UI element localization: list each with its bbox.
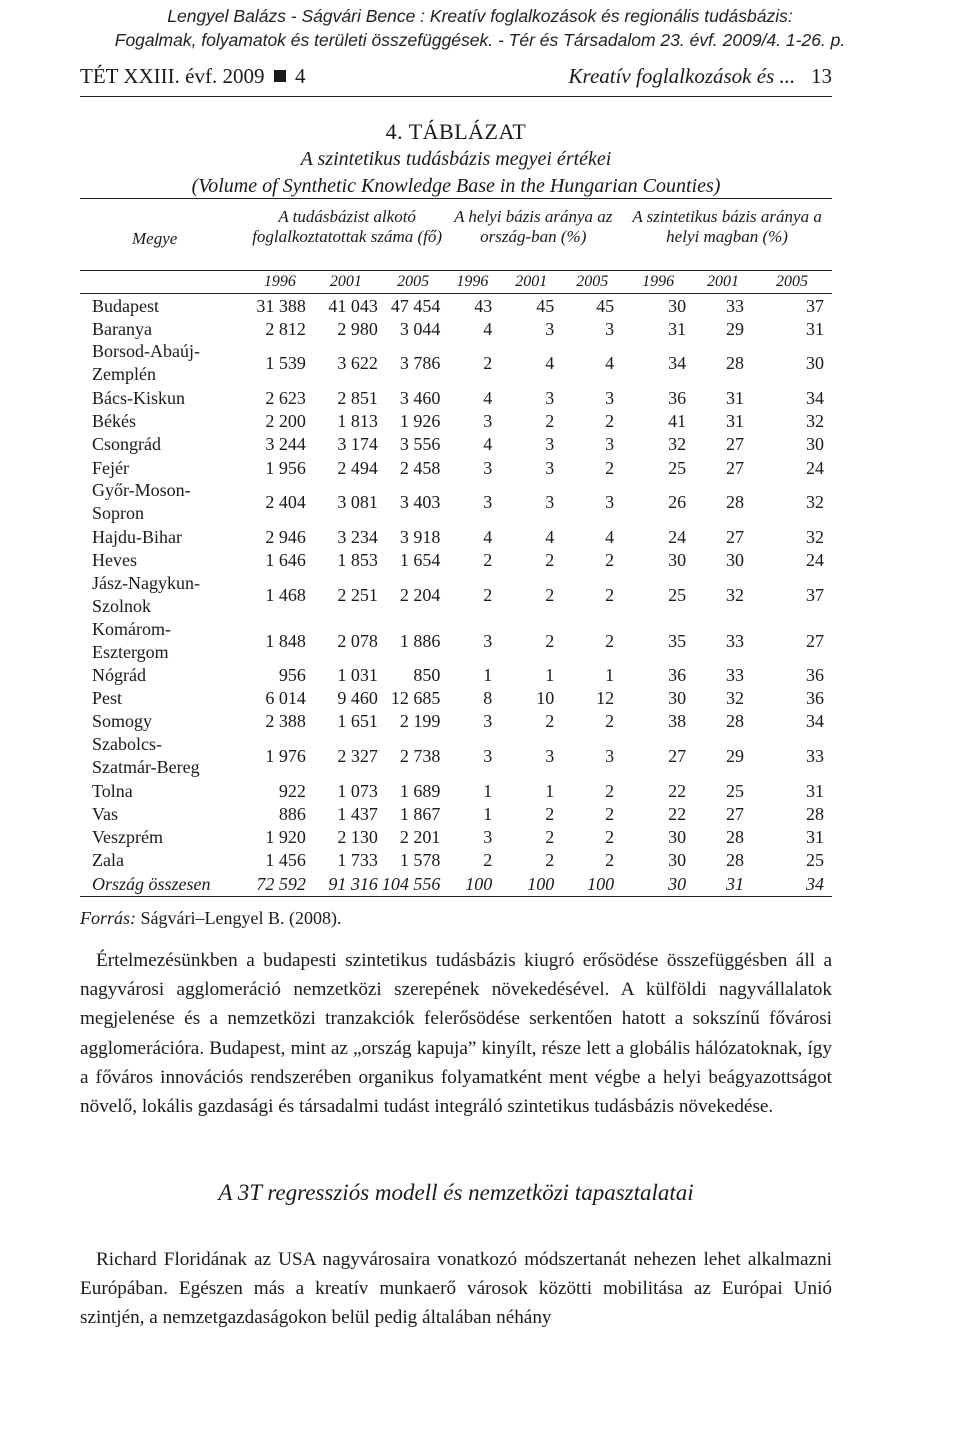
table-row — [80, 849, 832, 872]
table-cell: 36 — [806, 665, 824, 686]
table-cell: 4 — [483, 318, 493, 339]
table-cell: 1 456 — [265, 850, 306, 871]
table-cell: 1 — [605, 665, 615, 686]
table-cell: 2 — [605, 850, 615, 871]
table-total-row — [80, 872, 832, 897]
table-cell: 4 — [605, 353, 615, 374]
issue-number: 4 — [294, 64, 306, 88]
table-cell: 2 — [605, 549, 615, 570]
table-caption — [80, 118, 832, 200]
table-cell: 31 — [806, 318, 824, 339]
column-group-header: A szintetikus bázis aránya a helyi magban (%) — [622, 199, 832, 271]
county-name: Borsod-Abaúj-Zemplén — [92, 341, 200, 385]
table-source — [80, 908, 341, 929]
table-row — [80, 779, 832, 802]
table-row — [80, 733, 832, 779]
table-cell: 3 460 — [399, 387, 441, 408]
table-cell: 2 204 — [399, 584, 441, 605]
table-cell: 1 886 — [399, 630, 441, 651]
table-row — [80, 386, 832, 409]
table-cell: 32 — [806, 411, 824, 432]
table-cell: 30 — [622, 872, 694, 897]
table-cell: 2 812 — [265, 318, 306, 339]
table-cell: 3 — [545, 387, 555, 408]
table-row — [80, 433, 832, 456]
table-cell: 27 — [726, 457, 745, 478]
table-cell: 3 — [483, 711, 493, 732]
table-cell: 34 — [752, 872, 832, 897]
county-name: Komárom-Esztergom — [92, 618, 171, 662]
county-name: Vas — [92, 803, 118, 824]
county-name: Csongrád — [92, 434, 161, 455]
table-row — [80, 479, 832, 525]
table-cell: 43 — [474, 295, 493, 316]
table-cell: 6 014 — [265, 688, 306, 709]
table-cell: 1 920 — [265, 827, 306, 848]
table-cell: 37 — [806, 584, 824, 605]
table-cell: 3 — [483, 746, 493, 767]
table-cell: 2 201 — [399, 827, 441, 848]
table-cell: 1 654 — [399, 549, 441, 570]
table-cell: 1 853 — [337, 549, 378, 570]
table-row — [80, 525, 832, 548]
table-cell: 4 — [545, 526, 555, 547]
table-cell: 30 — [668, 688, 687, 709]
county-name: Nógrád — [92, 665, 146, 686]
table-cell: 3 — [545, 492, 555, 513]
county-name: Pest — [92, 688, 123, 709]
year-header: 2005 — [562, 271, 622, 294]
county-name: Győr-Moson-Sopron — [92, 480, 191, 524]
table-cell: 2 — [605, 803, 615, 824]
table-cell: 956 — [278, 665, 306, 686]
table-row — [80, 340, 832, 386]
table-cell: 2 388 — [265, 711, 306, 732]
table-cell: 36 — [806, 688, 824, 709]
table-cell: 2 458 — [399, 457, 441, 478]
table-cell: 1 926 — [399, 411, 441, 432]
table-cell: 2 404 — [265, 492, 306, 513]
journal-issue-label: TÉT XXIII. évf. 2009 — [80, 64, 265, 88]
table-number: 4. TÁBLÁZAT — [385, 119, 527, 144]
county-name: Szabolcs-Szatmár-Bereg — [92, 734, 200, 778]
table-cell: 3 — [483, 492, 493, 513]
table-cell: 3 — [605, 746, 615, 767]
table-row — [80, 687, 832, 710]
table-cell: 31 388 — [256, 295, 306, 316]
year-header: 2005 — [382, 271, 445, 294]
table-cell: 29 — [726, 746, 745, 767]
table-cell: 30 — [668, 295, 687, 316]
table-cell: 47 454 — [390, 295, 441, 316]
table-cell: 30 — [806, 434, 824, 455]
table-cell: 3 — [545, 746, 555, 767]
table-cell: 4 — [483, 434, 493, 455]
table-cell: 1 539 — [265, 353, 306, 374]
table-row — [80, 802, 832, 825]
table-cell: 3 556 — [399, 434, 441, 455]
table-cell: 30 — [668, 549, 687, 570]
table-cell: 2 — [545, 711, 555, 732]
table-cell: 3 — [483, 630, 493, 651]
year-header: 2001 — [694, 271, 752, 294]
year-header: 1996 — [250, 271, 310, 294]
table-cell: 1 651 — [337, 711, 378, 732]
table-cell: 25 — [806, 850, 824, 871]
table-cell: 28 — [726, 492, 745, 513]
county-name: Heves — [92, 549, 137, 570]
table-cell: 45 — [596, 295, 615, 316]
table-cell: 3 — [483, 411, 493, 432]
table-cell: 2 — [545, 630, 555, 651]
table-cell: 1 733 — [337, 850, 378, 871]
table-cell: 27 — [806, 630, 824, 651]
table-cell: 100 — [500, 872, 562, 897]
county-name: Veszprém — [92, 827, 163, 848]
table-cell: 3 786 — [399, 353, 441, 374]
table-row — [80, 294, 832, 318]
table-cell: 1 956 — [265, 457, 306, 478]
table-cell: 2 494 — [337, 457, 378, 478]
citation-line-1: Lengyel Balázs - Ságvári Bence : Kreatív foglalkozások és regionális tudásbázis: — [167, 6, 793, 26]
table-body — [80, 294, 832, 897]
table-cell: 22 — [668, 780, 687, 801]
table-cell: 2 078 — [337, 630, 378, 651]
table-cell: 1 848 — [265, 630, 306, 651]
table-cell: 3 622 — [337, 353, 378, 374]
year-header: 2001 — [310, 271, 382, 294]
running-head-left — [80, 64, 305, 89]
column-group-header: A tudásbázist alkotó foglalkoztatottak száma (fő) — [250, 199, 444, 271]
table-row — [80, 618, 832, 664]
table-cell: 2 — [605, 584, 615, 605]
table-cell: 2 — [545, 549, 555, 570]
table-cell: 1 813 — [337, 411, 378, 432]
citation-header — [0, 4, 960, 52]
table-cell: 32 — [726, 584, 745, 605]
table-cell: 2 — [545, 584, 555, 605]
table-cell: 30 — [668, 827, 687, 848]
table-cell: 3 918 — [399, 526, 441, 547]
table-cell: 36 — [668, 665, 687, 686]
table-cell: 28 — [726, 711, 745, 732]
table-cell: 28 — [726, 850, 745, 871]
table-cell: 31 — [726, 411, 745, 432]
table-title-english: (Volume of Synthetic Knowledge Base in the Hungarian Counties) — [191, 175, 721, 197]
year-header: 2001 — [500, 271, 562, 294]
table-cell: 850 — [413, 665, 441, 686]
table-cell: 3 044 — [399, 318, 441, 339]
table-cell: 41 — [668, 411, 687, 432]
running-head — [80, 62, 832, 97]
table-cell: 28 — [726, 353, 745, 374]
county-name: Hajdu-Bihar — [92, 526, 182, 547]
table-cell: 36 — [668, 387, 687, 408]
table-cell: 104 556 — [382, 872, 445, 897]
table-cell: 2 — [483, 353, 493, 374]
table-cell: 100 — [562, 872, 622, 897]
county-name: Jász-Nagykun-Szolnok — [92, 572, 200, 616]
table-cell: 3 234 — [337, 526, 378, 547]
table-row — [80, 825, 832, 848]
county-name: Zala — [92, 850, 124, 871]
table-cell: 91 316 — [310, 872, 382, 897]
county-name: Tolna — [92, 780, 133, 801]
table-cell: 1 — [483, 780, 493, 801]
table-cell: 3 — [605, 318, 615, 339]
table-cell: 25 — [668, 457, 687, 478]
table-cell: 886 — [278, 803, 306, 824]
table-cell: 2 — [605, 827, 615, 848]
table-cell: 31 — [726, 387, 745, 408]
table-cell: 30 — [726, 549, 745, 570]
table-cell: 3 — [483, 827, 493, 848]
table-cell: 24 — [806, 457, 824, 478]
table-cell: 31 — [806, 827, 824, 848]
column-group-header: A helyi bázis aránya az ország-ban (%) — [444, 199, 622, 271]
body-paragraph: Értelmezésünkben a budapesti szintetikus tudásbázis kiugró erősödése összefüggésben áll a nagyvárosi agglomeráció nemzetközi szerepének növekedésével. A külföldi nagyvállalatok megjelenése és a nemzetközi tranzakciók felerősödése serkentően hatott a sokszínű fővárosi agglomerációra. Budapest, mint az „ország kapuja” kinyílt, része lett a globális hálózatoknak, így a főváros innovációs rendszerében organikus folyamatként ment végbe a helyi beágyazottságot növelő, lokális gazdasági és társadalmi tudást integráló szintetikus tudásbázis növekedése. — [80, 950, 832, 1118]
table-cell: 3 403 — [399, 492, 441, 513]
table-cell: 32 — [726, 688, 745, 709]
table-cell: 28 — [806, 803, 824, 824]
table-cell: 41 043 — [328, 295, 378, 316]
table-cell: 25 — [668, 584, 687, 605]
table-cell: 24 — [668, 526, 687, 547]
table-cell: 27 — [668, 746, 687, 767]
year-header: 1996 — [622, 271, 694, 294]
table-cell: 29 — [726, 318, 745, 339]
table-cell: 2 946 — [265, 526, 306, 547]
table-cell: 3 — [605, 434, 615, 455]
county-name: Fejér — [92, 457, 129, 478]
table-cell: 3 — [483, 457, 493, 478]
year-header: 1996 — [444, 271, 500, 294]
table-cell: 22 — [668, 803, 687, 824]
county-name: Baranya — [92, 318, 152, 339]
table-cell: 12 685 — [390, 688, 441, 709]
table-cell: 3 244 — [265, 434, 306, 455]
table-cell: 1 073 — [337, 780, 378, 801]
table-cell: 10 — [536, 688, 555, 709]
table-cell: 1 646 — [265, 549, 306, 570]
column-header-megye: Megye — [80, 199, 250, 271]
table-cell: 1 — [545, 780, 555, 801]
table-cell: 31 — [694, 872, 752, 897]
table-cell: 1 437 — [337, 803, 378, 824]
page-number: 13 — [811, 64, 832, 88]
table-row — [80, 572, 832, 618]
table-cell: 2 — [483, 850, 493, 871]
table-cell: 31 — [806, 780, 824, 801]
table-cell: 12 — [596, 688, 615, 709]
table-cell: 1 578 — [399, 850, 441, 871]
table-cell: 37 — [806, 295, 824, 316]
table-cell: 2 327 — [337, 746, 378, 767]
county-knowledge-base-table — [80, 198, 832, 897]
county-name: Bács-Kiskun — [92, 387, 185, 408]
table-cell: 3 — [545, 318, 555, 339]
table-cell: 3 — [545, 457, 555, 478]
table-cell: 2 — [545, 411, 555, 432]
table-cell: 34 — [668, 353, 687, 374]
table-cell: 3 — [605, 492, 615, 513]
table-cell: 72 592 — [250, 872, 310, 897]
table-cell: 26 — [668, 492, 687, 513]
table-cell: 3 — [605, 387, 615, 408]
county-name: Budapest — [92, 295, 159, 316]
table-cell: 1 468 — [265, 584, 306, 605]
table-cell: 2 — [605, 411, 615, 432]
table-cell: 3 081 — [337, 492, 378, 513]
table-cell: 4 — [483, 387, 493, 408]
table-cell: 27 — [726, 526, 745, 547]
table-cell: 24 — [806, 549, 824, 570]
source-label: Forrás: — [80, 908, 137, 928]
county-name: Békés — [92, 411, 136, 432]
table-cell: 1 867 — [399, 803, 441, 824]
table-cell: 32 — [668, 434, 687, 455]
table-cell: 38 — [668, 711, 687, 732]
citation-line-2: Fogalmak, folyamatok és területi összefüggések. - Tér és Társadalom 23. évf. 2009/4. 1-26. p. — [114, 30, 846, 50]
table-cell: 2 623 — [265, 387, 306, 408]
table-cell: 9 460 — [337, 688, 378, 709]
year-header: 2005 — [752, 271, 832, 294]
table-cell: 33 — [726, 630, 745, 651]
table-cell: 32 — [806, 526, 824, 547]
table-cell: 32 — [806, 492, 824, 513]
table-cell: 33 — [726, 665, 745, 686]
table-cell: 2 130 — [337, 827, 378, 848]
table-cell: 1 689 — [399, 780, 441, 801]
table-cell: 8 — [483, 688, 493, 709]
table-cell: 3 — [545, 434, 555, 455]
table-row — [80, 456, 832, 479]
table-title: A szintetikus tudásbázis megyei értékei — [300, 148, 612, 170]
table-cell: 27 — [726, 803, 745, 824]
table-cell: 922 — [278, 780, 306, 801]
table-cell: 2 251 — [337, 584, 378, 605]
table-cell: 2 — [605, 780, 615, 801]
section-heading: A 3T regressziós modell és nemzetközi tapasztalatai — [218, 1180, 694, 1205]
table-cell: 2 — [483, 584, 493, 605]
table-cell: 30 — [806, 353, 824, 374]
table-row — [80, 664, 832, 687]
county-name: Ország összesen — [80, 872, 250, 897]
table-cell: 25 — [726, 780, 745, 801]
table-cell: 1 — [545, 665, 555, 686]
table-cell: 2 — [545, 850, 555, 871]
table-cell: 45 — [536, 295, 555, 316]
table-cell: 2 199 — [399, 711, 441, 732]
table-cell: 4 — [483, 526, 493, 547]
source-text: Ságvári–Lengyel B. (2008). — [140, 908, 342, 928]
table-cell: 2 980 — [337, 318, 378, 339]
table-row — [80, 410, 832, 433]
body-paragraph: Richard Floridának az USA nagyvárosaira vonatkozó módszertanát nehezen lehet alkalmazni Európában. Egészen más a kreatív munkaerő városok közötti mobilitása az Európai Unió szintjén, a nemzetgazdaságokon belül pedig általában néhány — [80, 1249, 832, 1329]
table-cell: 34 — [806, 387, 824, 408]
table-cell: 4 — [605, 526, 615, 547]
running-head-right — [569, 64, 832, 89]
table-cell: 1 976 — [265, 746, 306, 767]
table-cell: 2 — [605, 457, 615, 478]
table-cell: 2 851 — [337, 387, 378, 408]
table-cell: 30 — [668, 850, 687, 871]
table-row — [80, 548, 832, 571]
table-cell: 33 — [726, 295, 745, 316]
table-cell: 100 — [444, 872, 500, 897]
table-cell: 1 — [483, 803, 493, 824]
table-cell: 2 — [545, 803, 555, 824]
table-cell: 31 — [668, 318, 687, 339]
table-cell: 33 — [806, 746, 824, 767]
table-cell: 3 174 — [337, 434, 378, 455]
table-cell: 2 200 — [265, 411, 306, 432]
table-cell: 27 — [726, 434, 745, 455]
county-name: Somogy — [92, 711, 153, 732]
table-cell: 4 — [545, 353, 555, 374]
table-cell: 2 — [545, 827, 555, 848]
table-row — [80, 317, 832, 340]
table-cell: 35 — [668, 630, 687, 651]
table-cell: 2 — [605, 630, 615, 651]
table-cell: 34 — [806, 711, 824, 732]
running-title: Kreatív foglalkozások és ... — [568, 64, 796, 88]
table-cell: 2 — [605, 711, 615, 732]
table-cell: 1 — [483, 665, 493, 686]
table-cell: 2 738 — [399, 746, 441, 767]
black-square-icon — [274, 70, 286, 82]
year-header-row — [80, 271, 832, 294]
table-cell: 28 — [726, 827, 745, 848]
table-cell: 2 — [483, 549, 493, 570]
table-row — [80, 710, 832, 733]
table-cell: 1 031 — [337, 665, 378, 686]
